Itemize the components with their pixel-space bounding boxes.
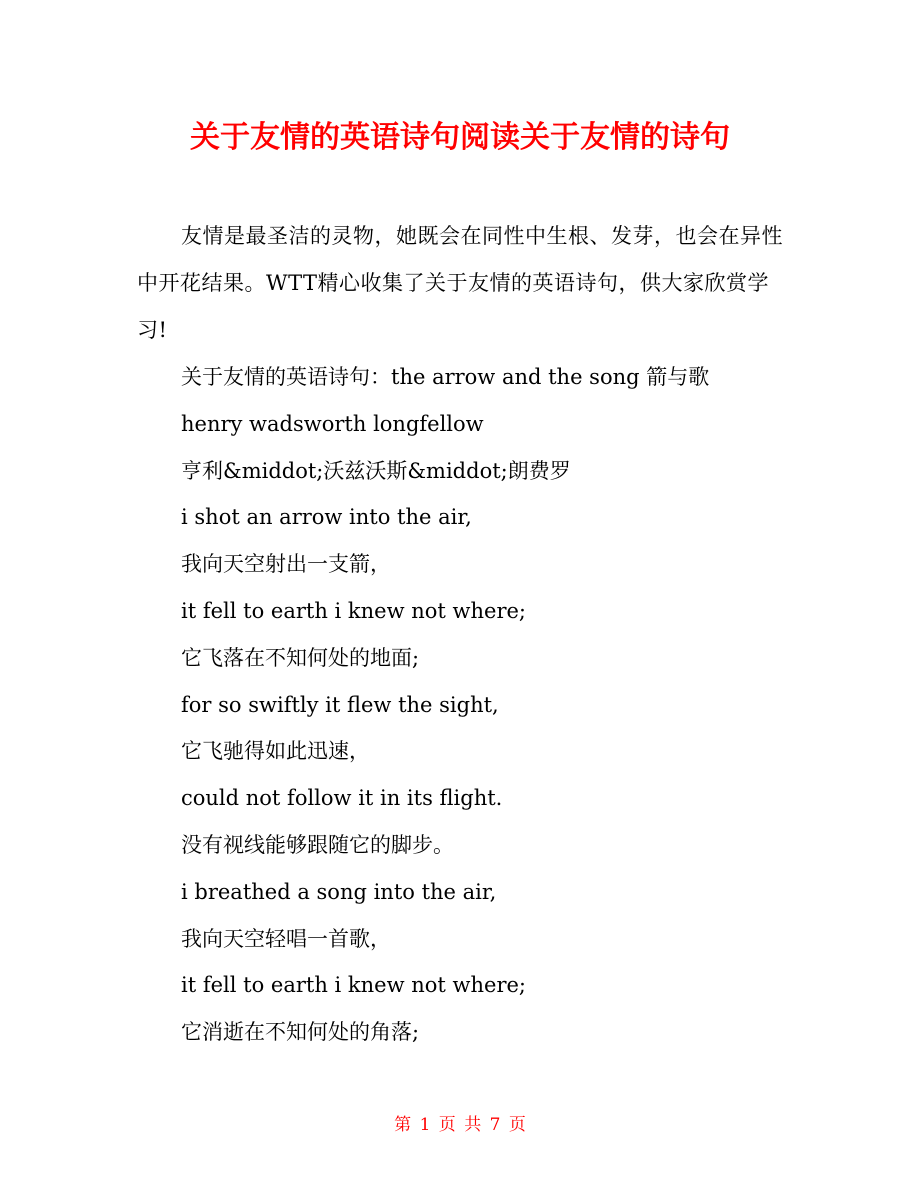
poem-line: for so swiftly it flew the sight, — [181, 692, 499, 717]
poem-line: 它飞落在不知何处的地面; — [181, 645, 420, 670]
poem-line: 没有视线能够跟随它的脚步。 — [181, 832, 454, 857]
poem-line: i shot an arrow into the air, — [181, 505, 472, 530]
poem-line: henry wadsworth longfellow — [181, 411, 484, 436]
poem-line: 我向天空轻唱一首歌， — [181, 926, 391, 951]
poem-line: 亨利&middot;沃兹沃斯&middot;朗费罗 — [181, 458, 571, 483]
page-title: 关于友情的英语诗句阅读关于友情的诗句 — [190, 120, 730, 155]
poem-line: 我向天空射出一支箭， — [181, 552, 391, 577]
intro-paragraph: 友情是最圣洁的灵物，她既会在同性中生根、发芽，也会在异性中开花结果。WTT精心收集了关于友情的英语诗句，供大家欣赏学习! — [137, 224, 783, 342]
poem-line: 关于友情的英语诗句：the arrow and the song 箭与歌 — [181, 365, 710, 389]
poem-lines — [181, 354, 709, 1056]
poem-line: it fell to earth i knew not where; — [181, 598, 526, 623]
poem-line: 它飞驰得如此迅速， — [181, 739, 370, 764]
poem-line: 它消逝在不知何处的角落; — [181, 1020, 420, 1045]
poem-line: it fell to earth i knew not where; — [181, 973, 526, 998]
poem-line: could not follow it in its flight. — [181, 786, 503, 811]
poem-line: i breathed a song into the air, — [181, 879, 497, 904]
page-footer: 第 1 页 共 7 页 — [394, 1115, 526, 1135]
